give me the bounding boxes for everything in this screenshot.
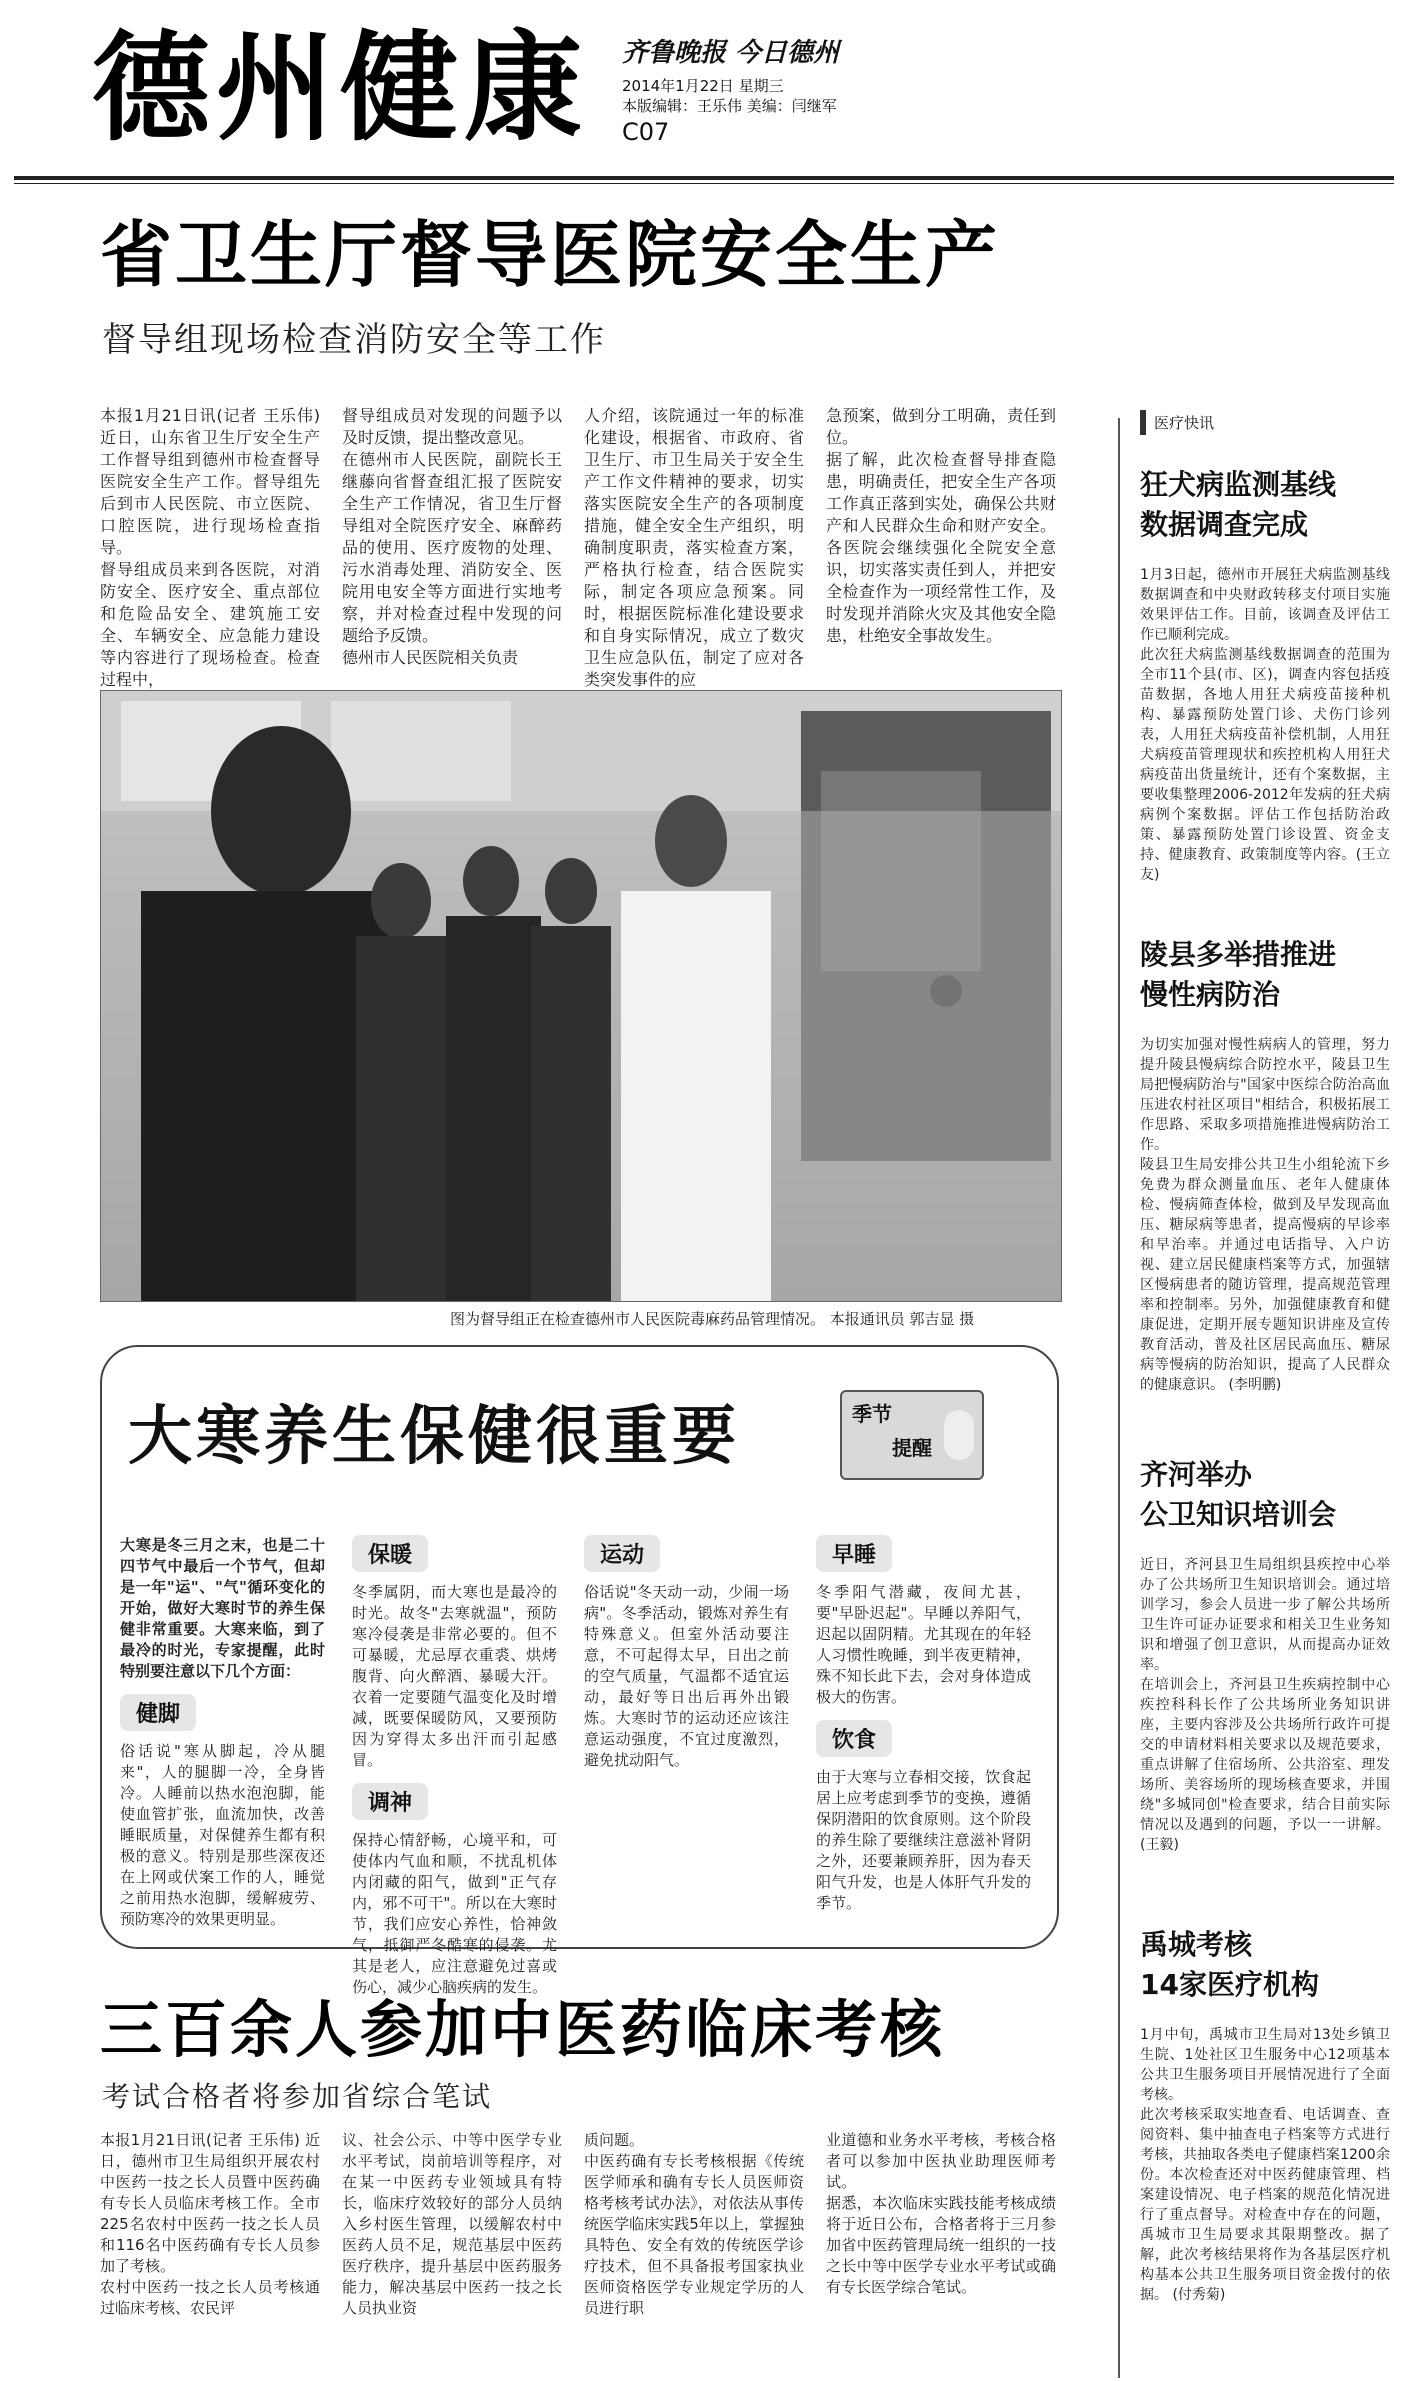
article3-headline: 三百余人参加中医药临床考核 (100, 1993, 946, 2066)
section-text: 俗话说"寒从脚起，冷从腿来"，人的腿脚一冷，全身皆冷。人睡前以热水泡泡脚，能使血管扩张，血流加快，改善睡眠质量，对保健养生都有积极的意义。特别是那些深夜还在上网或伏案工作的人，睡觉之前用热水泡脚，缓解疲劳、预防寒冷的效果更明显。 (120, 1742, 325, 1928)
section-tag: 早睡 (816, 1535, 892, 1572)
sidebar-item-title-line2: 公卫知识培训会 (1140, 1498, 1337, 1531)
sidebar-item-title-line1: 齐河举办 (1140, 1458, 1253, 1491)
article1-col-1: 本报1月21日讯(记者 王乐伟) 近日，山东省卫生厅安全生产工作督导组到德州市检查督导医院安全生产工作。督导组先后到市人民医院、市立医院、口腔医院，进行现场检查指导。 督导组成员来到各医院，对消防安全、医疗安全、重点部位和危险品安全、建筑施工安全、车辆安全、应急能力建设等内容进行了现场检查。检查过程中， (100, 406, 320, 689)
sidebar-item-title-line2: 14家医疗机构 (1140, 1968, 1319, 2001)
article2-intro: 大寒是冬三月之末，也是二十四节气中最后一个节气，但却是一年"运"、"气"循环变化的开始，做好大寒时节的养生保健非常重要。大寒来临，到了最冷的时光，专家提醒，此时特别要注意以下几个方面： (120, 1536, 325, 1680)
section-tag: 健脚 (120, 1694, 196, 1731)
photo-caption: 图为督导组正在检查德州市人民医院毒麻药品管理情况。 本报通讯员 郭吉显 摄 (450, 1310, 975, 1328)
section-text: 冬季属阴，而大寒也是最冷的时光。故冬"去寒就温"，预防寒冷侵袭是非常必要的。但不可暴暖，尤忌厚衣重裘、烘烤腹背、向火醉酒、暴暖大汗。衣着一定要随气温变化及时增减，既要保暖防风，又要预防因为穿得太多出汗而引起感冒。 (352, 1583, 557, 1769)
section-tag: 运动 (584, 1535, 660, 1572)
sidebar-item-title-line1: 陵县多举措推进 (1140, 938, 1337, 971)
article3-col-2: 议、社会公示、中等中医学专业水平考试，岗前培训等程序，对在某一中医药专业领域具有特长，临床疗效较好的部分人员纳入乡村医生管理，以缓解农村中医药人员不足，规范基层中医药医疗秩序，提升基层中医药服务能力，解决基层中医药一技之长人员执业资 (342, 2131, 562, 2317)
article2-headline: 大寒养生保健很重要 (128, 1399, 740, 1474)
cartoon-doctor-icon (944, 1410, 974, 1460)
season-reminder-badge (840, 1390, 984, 1480)
article1-col-4: 急预案，做到分工明确，责任到位。 据了解，此次检查督导排查隐患，明确责任，把安全生产各项工作真正落到实处，确保公共财产和人民群众生命和财产安全。各医院会继续强化全院安全意识，切实落实责任到人，并把安全检查作为一项经常性工作，及时发现并消除火灾及其他安全隐患，杜绝安全事故发生。 (826, 406, 1056, 645)
sidebar-item (1140, 935, 1390, 1395)
issue-meta (622, 76, 837, 116)
sidebar-item-text: 近日，齐河县卫生局组织县疾控中心举办了公共场所卫生知识培训会。通过培训学习，参会人员进一步了解公共场所卫生许可证办证要求和相关卫生业务知识和增强了创卫意识，从而提高办证效率。 在培训会上，齐河县卫生疾病控制中心疾控科科长作了公共场所业务知识讲座，主要内容涉及公共场所行政许可提交的申请材料相关要求以及规范要求，重点讲解了住宿场所、公共浴室、理发场所、美容场所的现场核查要求，并围绕"多城同创"检查要求，结合目前实际情况以及遇到的问题，予以一一讲解。 (王毅) (1140, 1557, 1390, 1853)
sidebar-item-text: 1月3日起，德州市开展狂犬病监测基线数据调查和中央财政转移支付项目实施效果评估工作。目前，该调查及评估工作已顺利完成。 此次狂犬病监测基线数据调查的范围为全市11个县(市、区)，调查内容包括疫苗数据，各地人用狂犬病疫苗接种机构、暴露预防处置门诊、犬伤门诊列表，人用狂犬病疫苗补偿机制，人用狂犬病疫苗管理现状和疾控机构人用狂犬病疫苗出货量统计，还有个案数据，主要收集整理2006-2012年发病的狂犬病病例个案数据。评估工作包括防治政策、暴露预防处置门诊设置、资金支持、健康教育、政策制度等内容。(王立友) (1140, 567, 1390, 883)
sidebar-item-title-line2: 慢性病防治 (1140, 978, 1281, 1011)
section-text: 保持心情舒畅，心境平和，可使体内气血和顺，不扰乱机体内闭藏的阳气，做到"正气存内，邪不可干"。所以在大寒时节，我们应安心养性，恰神敛气，抵御严冬酷寒的侵袭。尤其是老人，应注意避免过喜或伤心，减少心脑疾病的发生。 (352, 1831, 557, 1996)
newspaper-brand: 齐鲁晚报 今日德州 (622, 38, 840, 68)
article2-col-3 (584, 1535, 789, 1771)
article1-subhead: 督导组现场检查消防安全等工作 (102, 320, 606, 360)
section-tag: 调神 (352, 1783, 428, 1820)
masthead-rule (14, 176, 1394, 180)
section-tag: 饮食 (816, 1720, 892, 1757)
hospital-inspection-photo (101, 691, 1061, 1301)
article1-headline: 省卫生厅督导医院安全生产 (100, 213, 1001, 297)
sidebar-item-title-line1: 狂犬病监测基线 (1140, 468, 1337, 501)
article3-col-4: 业道德和业务水平考核，考核合格者可以参加中医执业助理医师考试。 据悉，本次临床实践技能考核成绩将于近日公布，合格者将于三月参加省中医药管理局统一组织的一技之长中等中医学专业水平考试或确有专长医学综合笔试。 (826, 2131, 1056, 2296)
sidebar-item (1140, 465, 1390, 885)
article2-col-4 (816, 1535, 1031, 1914)
masthead-title: 德州健康 (92, 18, 589, 157)
masthead-rule-thin (14, 183, 1394, 184)
article2-col-1 (120, 1535, 325, 1930)
sidebar-divider (1118, 418, 1120, 2378)
section-text: 俗话说"冬天动一动，少闹一场病"。冬季活动，锻炼对养生有特殊意义。但室外活动要注意，不可起得太早，日出之前的空气质量，气温都不适宜运动，最好等日出后再外出锻炼。大寒时节的运动还应该注意运动强度，不宜过度激烈，避免扰动阳气。 (584, 1583, 789, 1769)
sidebar-item (1140, 1925, 1390, 2305)
badge-top-text: 季节 (852, 1402, 892, 1426)
sidebar-item-text: 为切实加强对慢性病病人的管理，努力提升陵县慢病综合防控水平，陵县卫生局把慢病防治与"国家中医综合防治高血压进农村社区项目"相结合，积极拓展工作思路、采取多项措施推进慢病防治工作。 陵县卫生局安排公共卫生小组轮流下乡免费为群众测量血压、老年人健康体检、慢病筛查体检，做到及早发现高血压、糖尿病等患者，提高慢病的早诊率和早治率。并通过电话指导、入户访视、建立居民健康档案等方式，加强辖区慢病患者的随访管理，提高规范管理率和控制率。另外，加强健康教育和健康促进，定期开展专题知识讲座及宣传教育活动，普及社区居民高血压、糖尿病等慢病的防治知识，提高了人民群众的健康意识。 (李明鹏) (1140, 1037, 1390, 1393)
sidebar-item-title-line2: 数据调查完成 (1140, 508, 1309, 541)
article2-col-2 (352, 1535, 557, 1998)
sidebar-label: 医疗快讯 (1140, 410, 1222, 435)
section-tag: 保暖 (352, 1535, 428, 1572)
sidebar-item (1140, 1455, 1390, 1855)
article3-col-3: 质问题。 中医药确有专长考核根据《传统医学师承和确有专长人员医师资格考核考试办法》，对依法从事传统医学临床实践5年以上，掌握独具特色、安全有效的传统医学诊疗技术，但不具备报考国家执业医师资格医学专业规定学历的人员进行职 (584, 2131, 804, 2317)
page-number: C07 (622, 118, 670, 146)
sidebar-item-title-line1: 禹城考核 (1140, 1928, 1253, 1961)
editor-line: 本版编辑：王乐伟 美编：闫继军 (622, 97, 837, 115)
article1-col-3: 人介绍，该院通过一年的标准化建设，根据省、市政府、省卫生厅、市卫生局关于安全生产工作文件精神的要求，切实落实医院安全生产的各项制度措施，健全安全生产组织，明确制度职责，落实检查方案，严格执行检查，结合医院实际，制定各项应急预案。同时，根据医院标准化建设要求和自身实际情况，成立了数灾卫生应急队伍，制定了应对各类突发事件的应 (584, 406, 804, 689)
issue-date: 2014年1月22日 星期三 (622, 77, 784, 95)
news-photo (100, 690, 1062, 1302)
sidebar-item-text: 1月中旬，禹城市卫生局对13处乡镇卫生院、1处社区卫生服务中心12项基本公共卫生服务项目开展情况进行了全面考核。 此次考核采取实地查看、电话调查、查阅资料、集中抽查电子档案等方式进行考核，共抽取各类电子健康档案1200余份。本次检查还对中医药健康管理、档案建设情况、电子档案的规范化情况进行了重点督导。对检查中存在的问题，禹城市卫生局要求其限期整改。据了解，此次考核结果将作为各基层医疗机构基本公共卫生服务项目资金拨付的依据。 (付秀菊) (1140, 2027, 1390, 2303)
article1-col-2: 督导组成员对发现的问题予以及时反馈，提出整改意见。 在德州市人民医院，副院长王继藤向省督查组汇报了医院安全生产工作情况，省卫生厅督导组对全院医疗安全、麻醉药品的使用、医疗废物的处理、污水消毒处理、消防安全、医院用电安全等方面进行实地考察，并对检查过程中发现的问题给予反馈。 德州市人民医院相关负责 (342, 406, 562, 667)
article3-subhead: 考试合格者将参加省综合笔试 (102, 2080, 493, 2113)
section-text: 冬季阳气潜藏，夜间尤甚，要"早卧迟起"。早睡以养阳气，迟起以固阴精。尤其现在的年轻人习惯性晚睡，到半夜更精神，殊不知长此下去，会对身体造成极大的伤害。 (816, 1583, 1031, 1706)
article3-col-1: 本报1月21日讯(记者 王乐伟) 近日，德州市卫生局组织开展农村中医药一技之长人员暨中医药确有专长人员临床考核工作。全市225名农村中医药一技之长人员和116名中医药确有专长人员参加了考核。 农村中医药一技之长人员考核通过临床考核、农民评 (100, 2131, 320, 2317)
section-text: 由于大寒与立春相交接，饮食起居上应考虑到季节的变换，遵循保阴潜阳的饮食原则。这个阶段的养生除了要继续注意滋补肾阴之外，还要兼顾养肝，因为春天阳气升发，也是人体肝气升发的季节。 (816, 1768, 1031, 1912)
badge-bottom-text: 提醒 (892, 1436, 932, 1460)
